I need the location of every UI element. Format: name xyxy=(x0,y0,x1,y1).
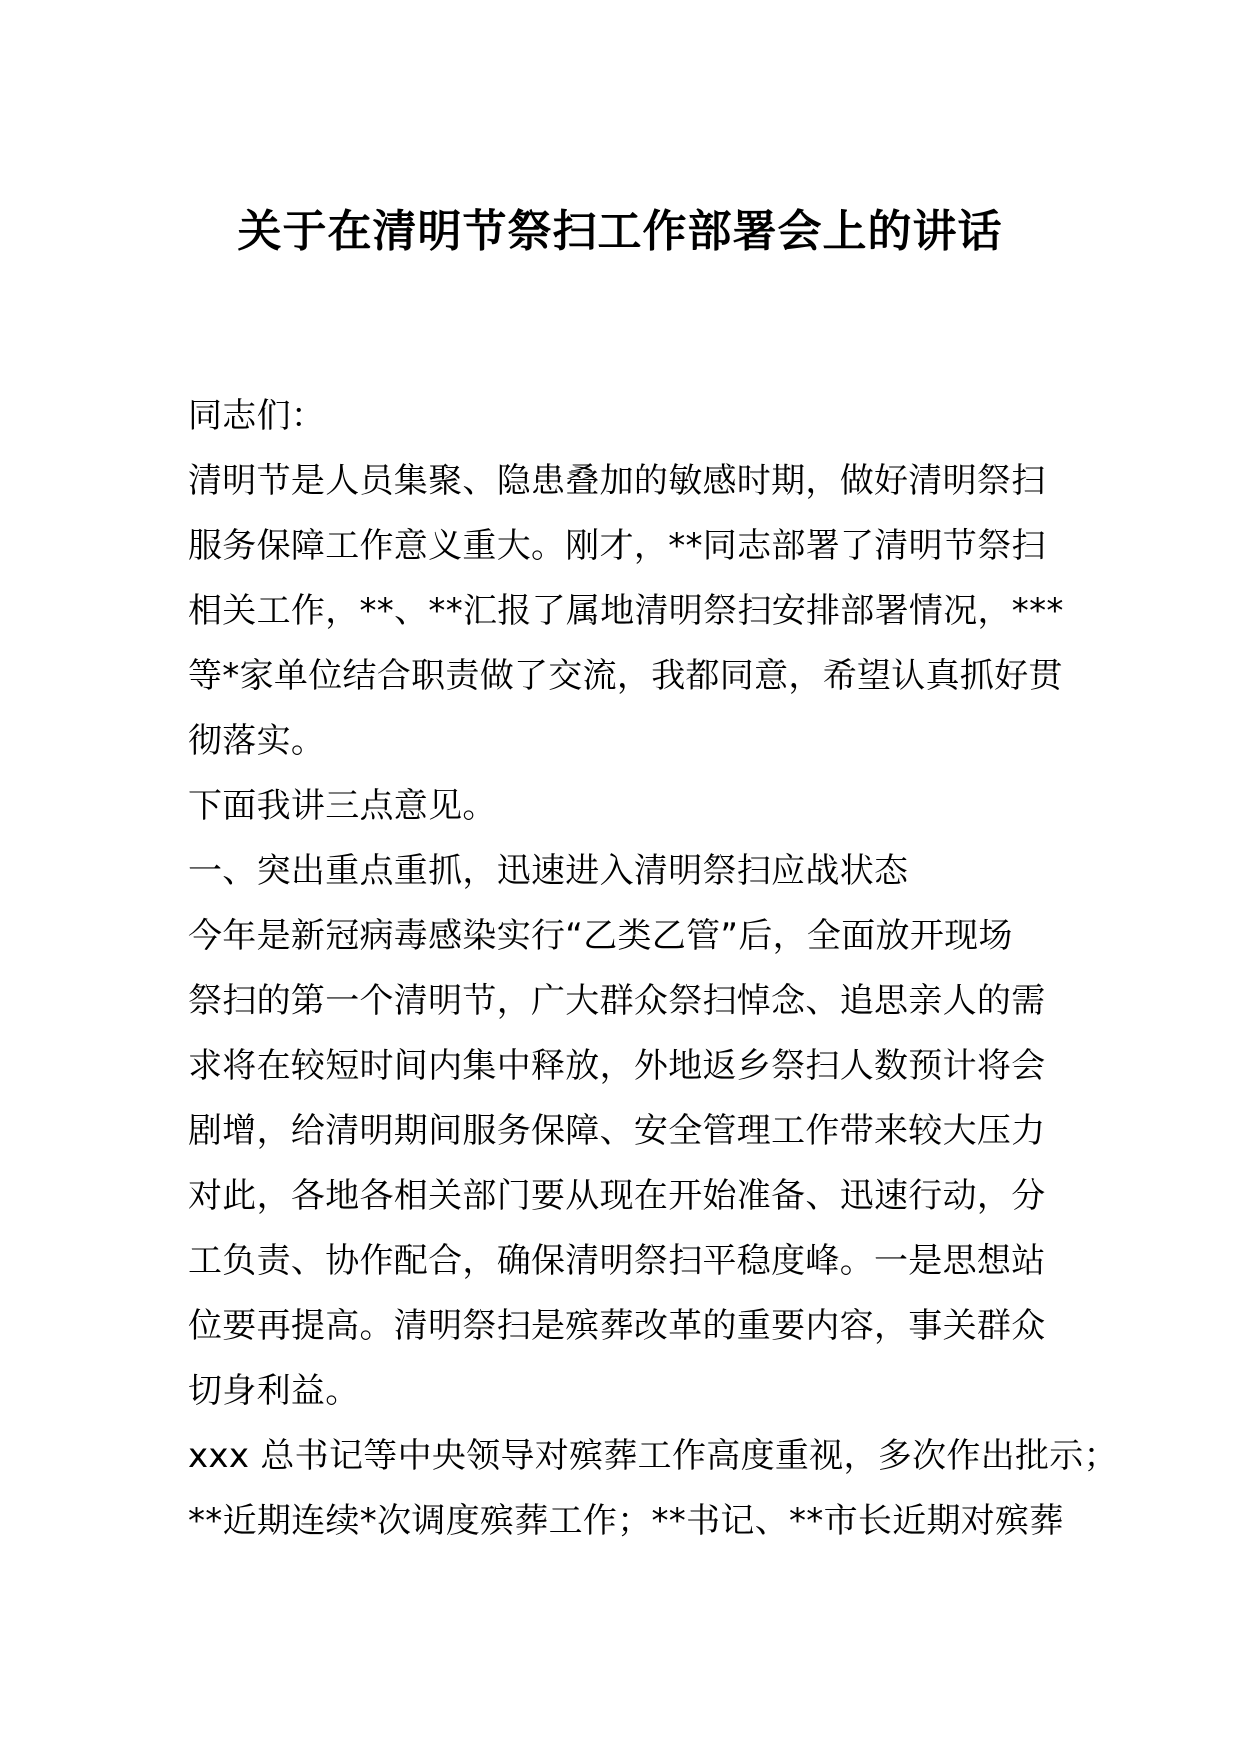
paragraph-line: 对此，各地各相关部门要从现在开始准备、迅速行动，分 xyxy=(188,1176,1046,1216)
paragraph-line: 工负责、协作配合，确保清明祭扫平稳度峰。一是思想站 xyxy=(188,1241,1046,1281)
paragraph-line: 今年是新冠病毒感染实行“乙类乙管”后，全面放开现场 xyxy=(188,916,1013,956)
paragraph-line: 服务保障工作意义重大。刚才，**同志部署了清明节祭扫 xyxy=(188,526,1046,566)
paragraph-line: 彻落实。 xyxy=(188,721,326,761)
paragraph-line: 祭扫的第一个清明节，广大群众祭扫悼念、追思亲人的需 xyxy=(188,981,1046,1021)
paragraph-line: 等*家单位结合职责做了交流，我都同意，希望认真抓好贯 xyxy=(188,656,1063,696)
paragraph-line: 位要再提高。清明祭扫是殡葬改革的重要内容，事关群众 xyxy=(188,1306,1046,1346)
paragraph-line: 剧增，给清明期间服务保障、安全管理工作带来较大压力 xyxy=(188,1111,1046,1151)
paragraph-line: 相关工作，**、**汇报了属地清明祭扫安排部署情况，*** xyxy=(188,591,1064,631)
paragraph-line: xxx 总书记等中央领导对殡葬工作高度重视，多次作出批示； xyxy=(188,1436,1118,1476)
paragraph-line: 切身利益。 xyxy=(188,1371,360,1411)
section-heading: 一、突出重点重抓，迅速进入清明祭扫应战状态 xyxy=(188,851,909,891)
salutation-line: 同志们： xyxy=(188,396,326,436)
document-title: 关于在清明节祭扫工作部署会上的讲话 xyxy=(237,206,1003,257)
paragraph-line: 下面我讲三点意见。 xyxy=(188,786,497,826)
paragraph-line: 求将在较短时间内集中释放，外地返乡祭扫人数预计将会 xyxy=(188,1046,1046,1086)
paragraph-line: **近期连续*次调度殡葬工作；**书记、**市长近期对殡葬 xyxy=(188,1501,1064,1541)
paragraph-line: 清明节是人员集聚、隐患叠加的敏感时期，做好清明祭扫 xyxy=(188,461,1046,501)
